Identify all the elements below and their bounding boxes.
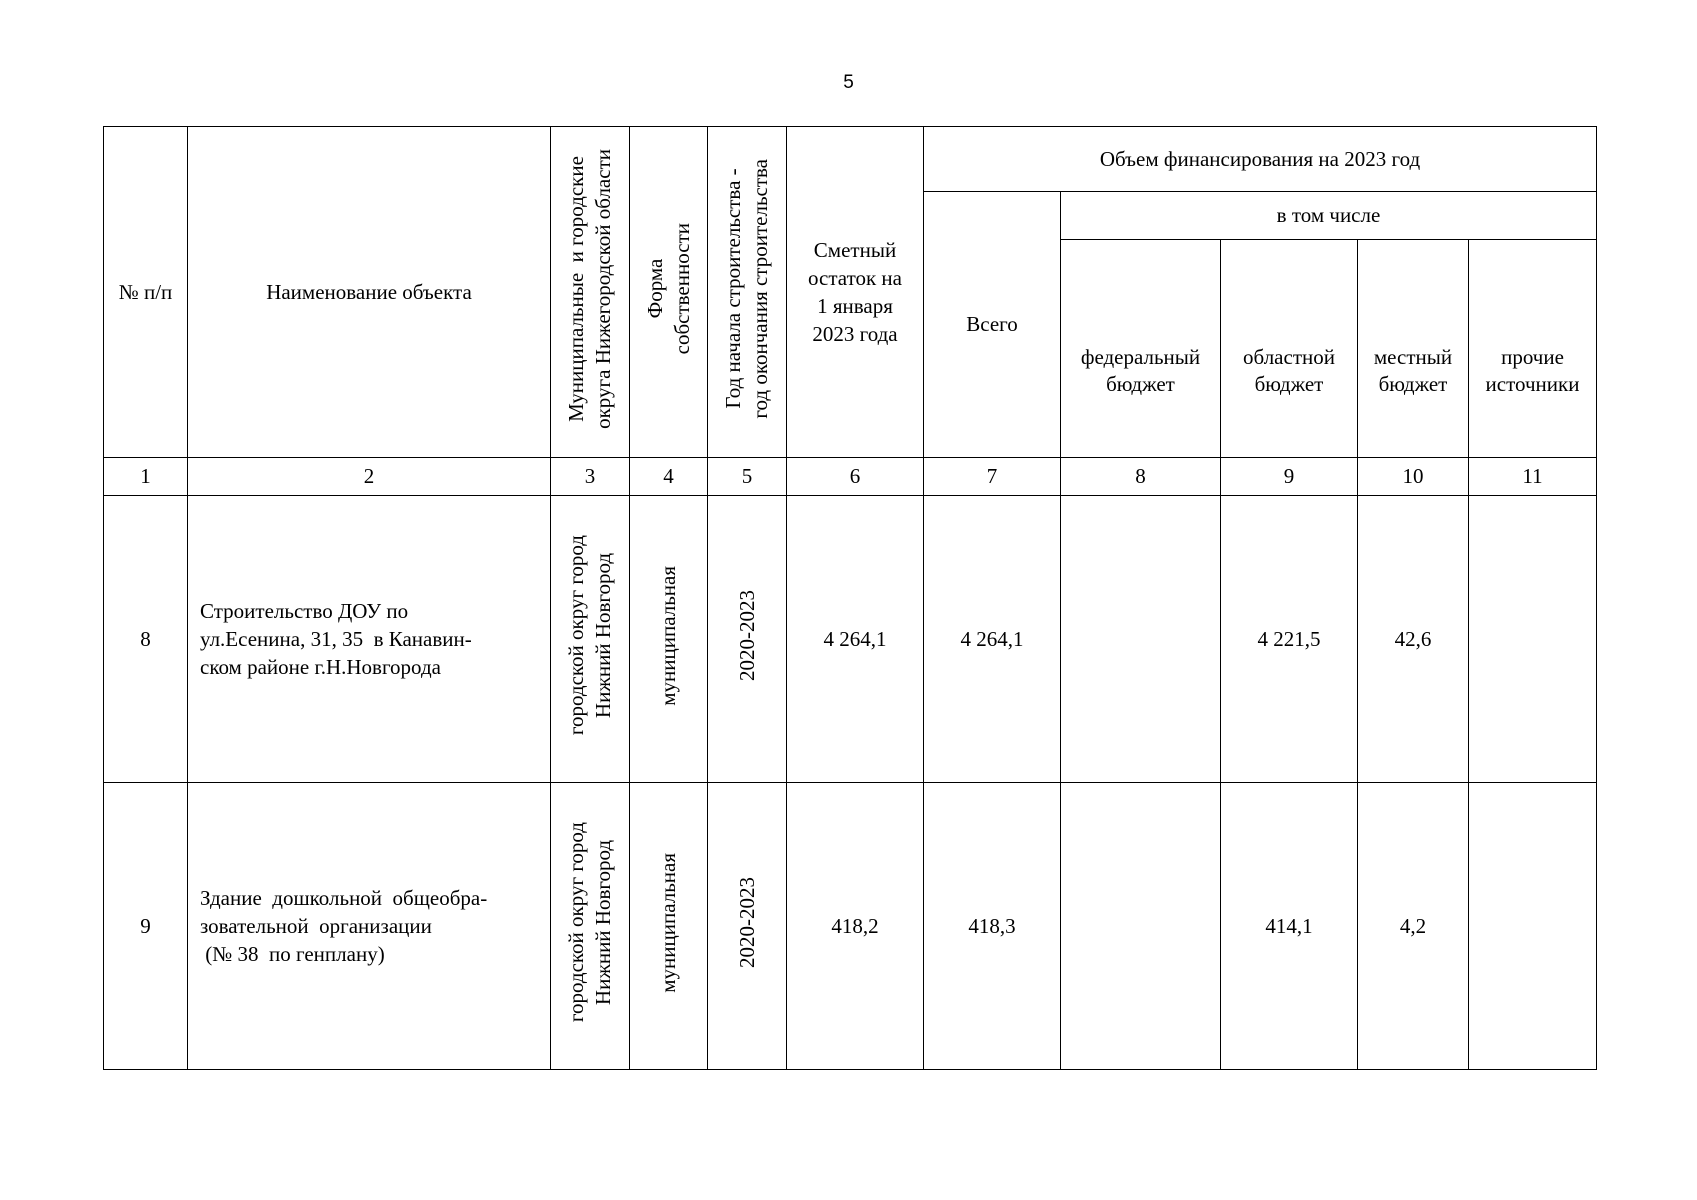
row-federal xyxy=(1061,496,1221,783)
header-name: Наименование объекта xyxy=(188,127,551,458)
header-federal xyxy=(1061,240,1221,458)
row-total: 418,3 xyxy=(924,783,1061,1070)
row-name xyxy=(188,783,551,1070)
header-ownership xyxy=(630,127,708,458)
header-other xyxy=(1469,240,1597,458)
page-number: 5 xyxy=(843,72,854,93)
column-number: 5 xyxy=(708,458,787,496)
header-regional-text: областной бюджет xyxy=(1243,344,1335,396)
row-name-text: Здание дошкольной общеобра- зовательной организации (№ 38 по генплану) xyxy=(200,886,488,966)
row-other xyxy=(1469,496,1597,783)
row-name xyxy=(188,496,551,783)
header-ownership-text: Форма собственности xyxy=(642,222,694,355)
financing-table xyxy=(103,126,1597,1070)
row-years xyxy=(708,496,787,783)
row-ownership xyxy=(630,496,708,783)
row-num: 9 xyxy=(104,783,188,1070)
header-total: Всего xyxy=(924,192,1061,458)
row-municipality-text: городской округ город Нижний Новгород xyxy=(564,822,615,1023)
row-ownership-text: муниципальная xyxy=(656,565,680,706)
column-number-row xyxy=(104,458,1597,496)
table-row xyxy=(104,496,1597,783)
row-total: 4 264,1 xyxy=(924,496,1061,783)
row-estimate: 418,2 xyxy=(787,783,924,1070)
column-number: 10 xyxy=(1358,458,1469,496)
column-number: 8 xyxy=(1061,458,1221,496)
column-number: 9 xyxy=(1221,458,1358,496)
row-years-text: 2020-2023 xyxy=(734,590,759,681)
column-number: 6 xyxy=(787,458,924,496)
column-number: 3 xyxy=(551,458,630,496)
row-estimate: 4 264,1 xyxy=(787,496,924,783)
column-number: 7 xyxy=(924,458,1061,496)
row-municipality xyxy=(551,496,630,783)
row-local: 4,2 xyxy=(1358,783,1469,1070)
header-local-text: местный бюджет xyxy=(1373,344,1453,396)
header-years-text: Год начала строительства - год окончания строительства xyxy=(721,158,772,419)
row-municipality-text: городской округ город Нижний Новгород xyxy=(564,535,615,736)
row-years-text: 2020-2023 xyxy=(734,877,759,968)
row-ownership-text: муниципальная xyxy=(656,852,680,993)
header-other-text: прочие источники xyxy=(1485,344,1580,396)
header-num: № п/п xyxy=(104,127,188,458)
column-number: 4 xyxy=(630,458,708,496)
row-regional: 4 221,5 xyxy=(1221,496,1358,783)
column-number: 1 xyxy=(104,458,188,496)
row-ownership xyxy=(630,783,708,1070)
header-including: в том числе xyxy=(1061,192,1597,240)
header-local xyxy=(1358,240,1469,458)
header-municipality-text: Муниципальные и городские округа Нижегородской области xyxy=(564,148,615,429)
column-number: 11 xyxy=(1469,458,1597,496)
header-municipality xyxy=(551,127,630,458)
header-estimate-text: Сметный остаток на 1 января 2023 года xyxy=(808,238,902,346)
table-row xyxy=(104,783,1597,1070)
row-other xyxy=(1469,783,1597,1070)
row-federal xyxy=(1061,783,1221,1070)
header-regional xyxy=(1221,240,1358,458)
row-years xyxy=(708,783,787,1070)
column-number: 2 xyxy=(188,458,551,496)
row-regional: 414,1 xyxy=(1221,783,1358,1070)
row-name-text: Строительство ДОУ по ул.Есенина, 31, 35 в Канавин- ском районе г.Н.Новгорода xyxy=(200,599,472,679)
header-years xyxy=(708,127,787,458)
header-federal-text: федеральный бюджет xyxy=(1080,344,1201,396)
row-municipality xyxy=(551,783,630,1070)
header-estimate xyxy=(787,127,924,458)
row-local: 42,6 xyxy=(1358,496,1469,783)
row-num: 8 xyxy=(104,496,188,783)
header-funding-group: Объем финансирования на 2023 год xyxy=(924,127,1597,192)
